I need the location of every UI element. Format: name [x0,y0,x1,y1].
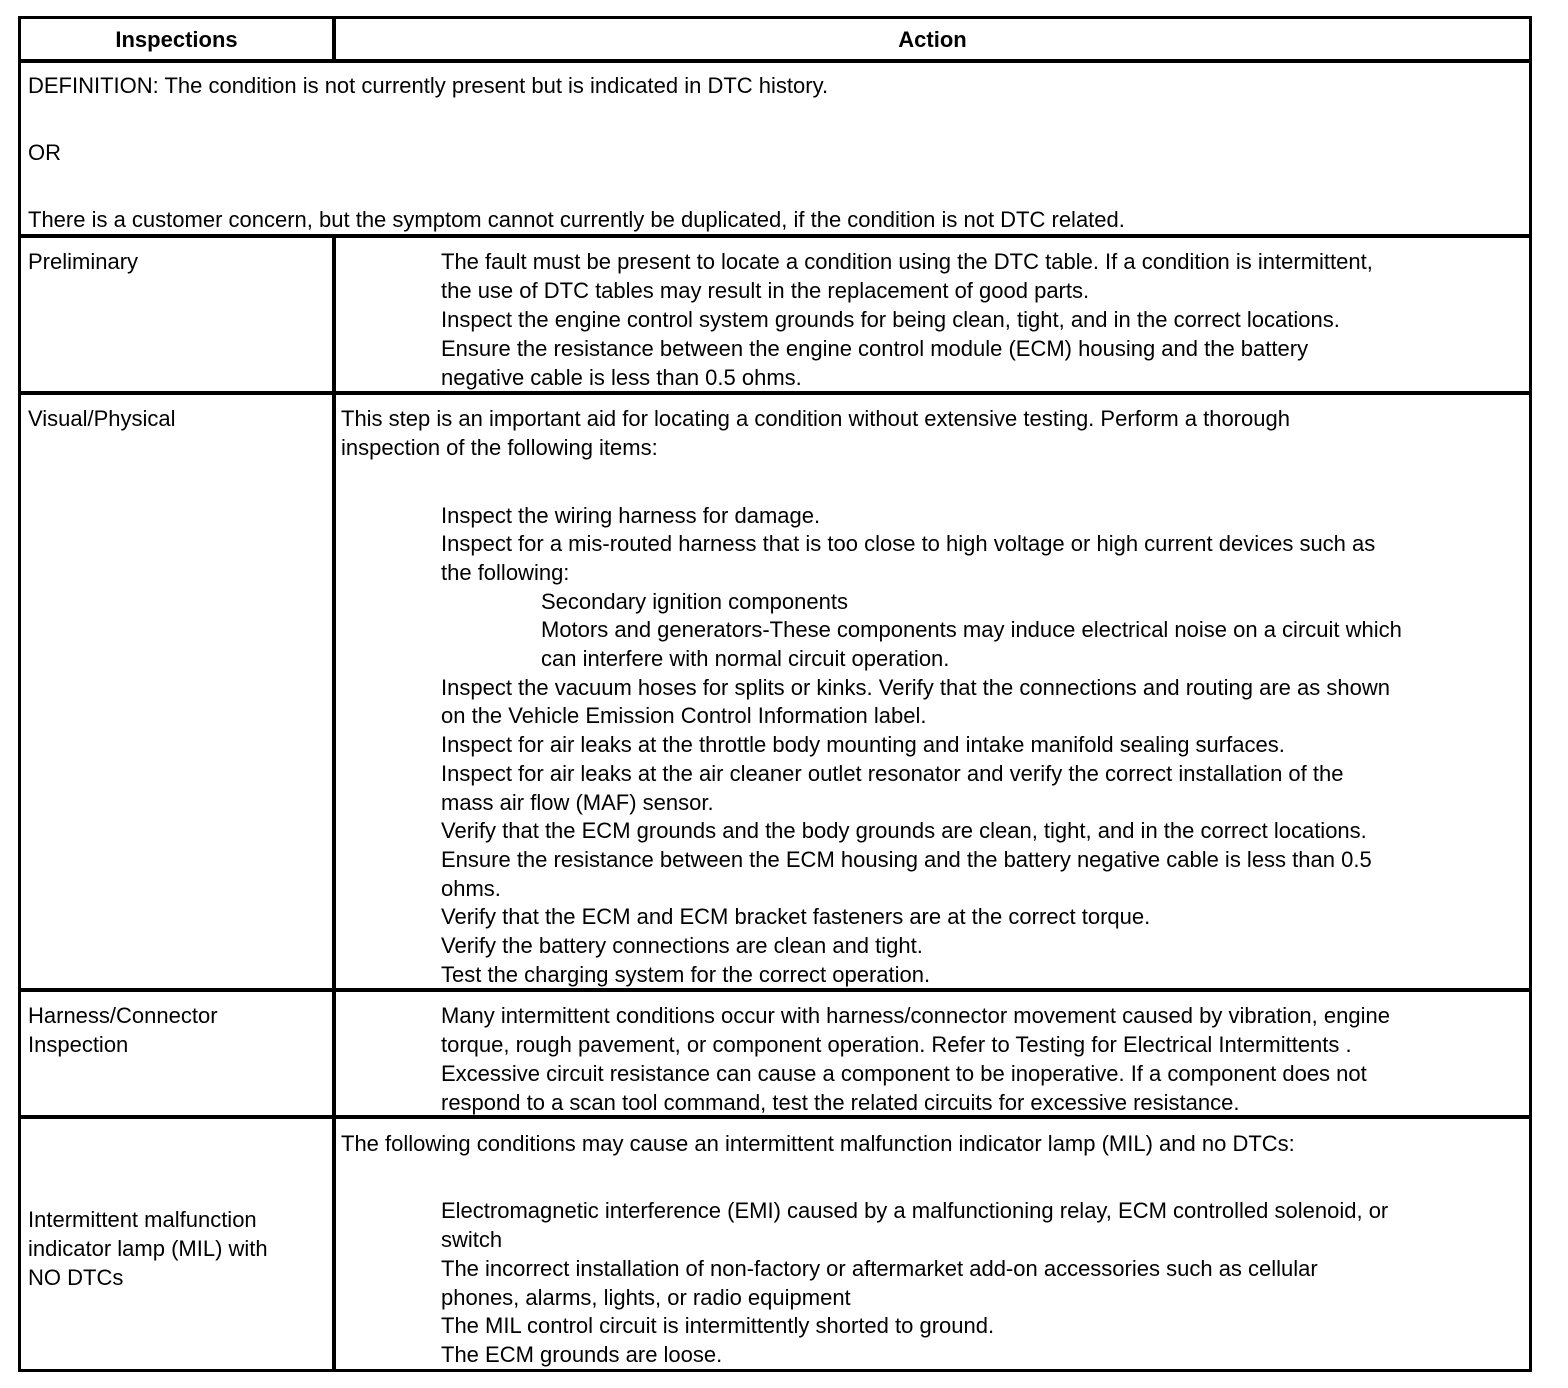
action-line: ohms. [441,876,501,901]
action-line: on the Vehicle Emission Control Information label. [441,703,927,728]
action-line: Test the charging system for the correct operation. [441,962,931,987]
action-line: Many intermittent conditions occur with harness/connector movement caused by vibration, engine [441,1003,1390,1028]
action-line: Inspect the wiring harness for damage. [441,503,821,528]
action-line: respond to a scan tool command, test the related circuits for excessive resistance. [441,1090,1240,1115]
action-line: Inspect the engine control system grounds for being clean, tight, and in the correct locations. [441,307,1340,332]
action-intro: inspection of the following items: [341,435,658,460]
action-line: the following: [441,560,570,585]
column-divider [332,19,336,63]
definition-concern: There is a customer concern, but the symptom cannot currently be duplicated, if the condition is not DTC related. [28,207,1125,232]
action-line: negative cable is less than 0.5 ohms. [441,365,802,390]
definition-text: DEFINITION: The condition is not currently present but is indicated in DTC history. [28,73,829,98]
action-line: The ECM grounds are loose. [441,1342,723,1367]
action-intro: The following conditions may cause an intermittent malfunction indicator lamp (MIL) and no DTCs: [341,1131,1295,1156]
header-inspections: Inspections [115,27,238,52]
action-line: Inspect the vacuum hoses for splits or kinks. Verify that the connections and routing are as shown [441,675,1390,700]
inspection-preliminary: Preliminary [28,249,139,274]
inspection-visual-physical: Visual/Physical [28,406,176,431]
action-subline: Secondary ignition components [541,589,848,614]
action-line: Verify that the ECM grounds and the body grounds are clean, tight, and in the correct locations. [441,818,1367,843]
inspection-intermittent-mil: indicator lamp (MIL) with [28,1236,268,1261]
action-line: Inspect for air leaks at the throttle body mounting and intake manifold sealing surfaces. [441,732,1285,757]
action-line: the use of DTC tables may result in the replacement of good parts. [441,278,1090,303]
action-line: Ensure the resistance between the engine control module (ECM) housing and the battery [441,336,1309,361]
divider-definition [21,234,1529,238]
action-intro: This step is an important aid for locating a condition without extensive testing. Perform a thorough [341,406,1290,431]
inspection-intermittent-mil: Intermittent malfunction [28,1207,257,1232]
action-line: The fault must be present to locate a condition using the DTC table. If a condition is intermittent, [441,249,1373,274]
action-line: torque, rough pavement, or component operation. Refer to Testing for Electrical Intermittents . [441,1032,1352,1057]
inspection-harness-connector: Inspection [28,1032,129,1057]
action-line: switch [441,1227,503,1252]
divider-header [21,59,1529,63]
action-subline: Motors and generators-These components may induce electrical noise on a circuit which [541,617,1402,642]
definition-or: OR [28,140,61,165]
action-line: Ensure the resistance between the ECM housing and the battery negative cable is less than 0.5 [441,847,1372,872]
action-line: Electromagnetic interference (EMI) caused by a malfunctioning relay, ECM controlled solenoid, or [441,1198,1389,1223]
column-divider [332,234,336,1372]
action-line: Inspect for air leaks at the air cleaner outlet resonator and verify the correct installation of the [441,761,1344,786]
header-action: Action [898,27,967,52]
inspection-harness-connector: Harness/Connector [28,1003,218,1028]
inspection-intermittent-mil: NO DTCs [28,1265,124,1290]
action-line: Verify that the ECM and ECM bracket fasteners are at the correct torque. [441,904,1151,929]
action-line: Inspect for a mis-routed harness that is too close to high voltage or high current devices such as [441,531,1376,556]
action-line: Excessive circuit resistance can cause a component to be inoperative. If a component does not [441,1061,1367,1086]
action-line: phones, alarms, lights, or radio equipment [441,1285,851,1310]
action-line: The incorrect installation of non-factory or aftermarket add-on accessories such as cellular [441,1256,1318,1281]
action-line: The MIL control circuit is intermittently shorted to ground. [441,1313,995,1338]
action-subline: can interfere with normal circuit operation. [541,646,950,671]
diagnostic-table [18,16,1532,1372]
action-line: mass air flow (MAF) sensor. [441,790,714,815]
action-line: Verify the battery connections are clean and tight. [441,933,923,958]
